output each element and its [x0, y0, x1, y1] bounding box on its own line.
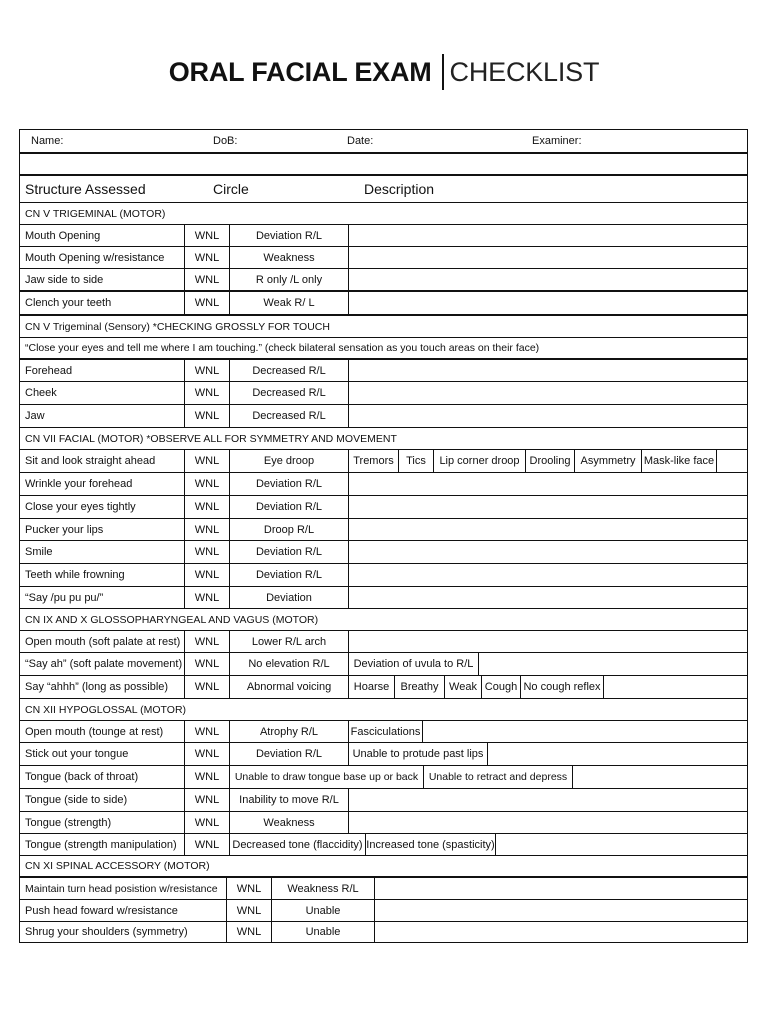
wnl-option[interactable]: WNL — [184, 541, 229, 563]
wnl-option[interactable]: WNL — [184, 382, 229, 404]
wnl-option[interactable]: WNL — [184, 473, 229, 495]
section-cn9-10: CN IX AND X GLOSSOPHARYNGEAL AND VAGUS (MOTOR) — [25, 613, 319, 626]
extra-option[interactable]: Tics — [398, 450, 433, 472]
wnl-option[interactable]: WNL — [184, 587, 229, 608]
extra-option[interactable]: Hoarse — [348, 676, 394, 698]
section-header — [20, 856, 747, 878]
extra-option[interactable]: Cough — [481, 676, 520, 698]
wnl-option[interactable]: WNL — [184, 519, 229, 540]
wnl-option[interactable]: WNL — [184, 721, 229, 742]
description-cell[interactable] — [348, 541, 749, 563]
row-label: Forehead — [25, 364, 73, 377]
row-label: Say “ahhh” (long as possible) — [25, 681, 169, 693]
section-header — [20, 609, 747, 631]
extra-option[interactable]: Asymmetry — [574, 450, 641, 472]
date-field[interactable]: Date: — [347, 135, 374, 147]
abnormal-option[interactable]: Weakness — [229, 247, 348, 268]
abnormal-option[interactable]: Unable — [271, 922, 374, 942]
wnl-option[interactable]: WNL — [184, 405, 229, 427]
abnormal-option[interactable]: Weak R/ L — [229, 292, 348, 314]
table-row — [20, 812, 747, 834]
extra-option[interactable]: Unable to protude past lips — [348, 743, 488, 765]
table-row — [20, 405, 747, 428]
abnormal-option[interactable]: Weakness — [229, 812, 348, 833]
abnormal-option[interactable]: Decreased R/L — [229, 405, 348, 427]
abnormal-option[interactable]: Decreased R/L — [229, 360, 348, 381]
description-cell[interactable] — [348, 292, 749, 314]
extra-option[interactable]: Unable to retract and depress — [423, 766, 573, 788]
table-row — [20, 721, 747, 743]
row-label: Push head foward w/resistance — [25, 904, 178, 917]
section-cn5-sensory: CN V Trigeminal (Sensory) *CHECKING GROSSLY FOR TOUCH — [25, 320, 330, 333]
section-cn7: CN VII FACIAL (MOTOR) *OBSERVE ALL FOR SYMMETRY AND MOVEMENT — [25, 432, 397, 445]
extra-option[interactable]: Tremors — [348, 450, 398, 472]
row-label: Smile — [25, 546, 53, 558]
wnl-option[interactable]: WNL — [184, 496, 229, 518]
row-label: Open mouth (tounge at rest) — [25, 725, 164, 738]
table-row — [20, 631, 747, 653]
description-cell[interactable] — [374, 900, 749, 921]
table-row — [20, 878, 747, 900]
row-label: “Say ah” (soft palate movement) — [25, 658, 183, 670]
section-header — [20, 203, 747, 225]
extra-option[interactable]: Drooling — [525, 450, 574, 472]
row-label: Jaw — [25, 410, 45, 422]
table-row — [20, 360, 747, 382]
description-cell[interactable] — [348, 360, 749, 381]
row-label: Wrinkle your forehead — [25, 478, 133, 490]
dob-field[interactable]: DoB: — [213, 135, 238, 147]
instruction-row — [20, 338, 747, 360]
description-cell[interactable] — [348, 496, 749, 518]
row-label: Clench your teeth — [25, 297, 112, 309]
row-label: Maintain turn head posistion w/resistance — [25, 882, 218, 895]
table-row — [20, 789, 747, 812]
header-row — [20, 176, 747, 203]
wnl-option[interactable]: WNL — [184, 269, 229, 290]
abnormal-option[interactable]: Droop R/L — [229, 519, 348, 540]
checklist-table — [19, 129, 748, 943]
abnormal-option[interactable]: Eye droop — [229, 450, 348, 472]
description-cell[interactable] — [348, 519, 749, 540]
examiner-field[interactable]: Examiner: — [532, 135, 582, 147]
table-row — [20, 292, 747, 316]
row-label: Cheek — [25, 387, 57, 399]
wnl-option[interactable]: WNL — [184, 225, 229, 246]
description-cell[interactable] — [348, 405, 749, 427]
abnormal-option[interactable]: Deviation R/L — [229, 473, 348, 495]
extra-option[interactable]: Breathy — [394, 676, 444, 698]
header-circle: Circle — [213, 181, 249, 197]
wnl-option[interactable]: WNL — [184, 450, 229, 472]
table-row — [20, 541, 747, 564]
section-header — [20, 428, 747, 450]
abnormal-option[interactable]: No elevation R/L — [229, 653, 348, 675]
row-label: Jaw side to side — [25, 273, 104, 286]
row-label: Teeth while frowning — [25, 569, 125, 581]
row-label: Tongue (strength manipulation) — [25, 838, 177, 851]
abnormal-option[interactable]: Deviation — [229, 587, 348, 608]
title-divider — [442, 54, 444, 90]
table-row — [20, 496, 747, 519]
table-row — [20, 473, 747, 496]
abnormal-option[interactable]: Weakness R/L — [271, 878, 374, 899]
wnl-option[interactable]: WNL — [184, 247, 229, 268]
table-row — [20, 225, 747, 247]
table-row — [20, 743, 747, 766]
row-label: Tongue (side to side) — [25, 794, 128, 806]
description-cell[interactable] — [348, 247, 749, 268]
header-description: Description — [364, 181, 435, 197]
extra-option[interactable]: Lip corner droop — [433, 450, 525, 472]
section-header — [20, 699, 747, 721]
wnl-option[interactable]: WNL — [226, 878, 271, 899]
wnl-option[interactable]: WNL — [184, 676, 229, 698]
row-label: Tongue (back of throat) — [25, 771, 139, 783]
blank-row — [20, 154, 747, 176]
table-row — [20, 382, 747, 405]
wnl-option[interactable]: WNL — [226, 922, 271, 942]
extra-option[interactable]: Increased tone (spasticity) — [365, 834, 496, 855]
title-main: ORAL FACIAL EXAM — [168, 56, 432, 87]
row-label: Close your eyes tightly — [25, 501, 136, 513]
instruction-text: “Close your eyes and tell me where I am touching.” (check bilateral sensation as you touch areas on their face) — [25, 342, 540, 354]
abnormal-option[interactable]: Deviation R/L — [229, 225, 348, 246]
row-label: Open mouth (soft palate at rest) — [25, 635, 181, 648]
row-label: Pucker your lips — [25, 523, 104, 536]
description-cell[interactable] — [348, 631, 749, 652]
section-cn12: CN XII HYPOGLOSSAL (MOTOR) — [25, 703, 187, 716]
wnl-option[interactable]: WNL — [184, 360, 229, 381]
description-cell[interactable] — [348, 789, 749, 811]
row-label: Tongue (strength) — [25, 816, 112, 829]
table-row — [20, 519, 747, 541]
abnormal-option[interactable]: Deviation R/L — [229, 743, 348, 765]
wnl-option[interactable]: WNL — [184, 834, 229, 855]
wnl-option[interactable]: WNL — [184, 564, 229, 586]
table-row — [20, 564, 747, 587]
abnormal-option[interactable]: R only /L only — [229, 269, 348, 290]
row-label: Stick out your tongue — [25, 748, 129, 760]
extra-option[interactable]: No cough reflex — [520, 676, 604, 698]
wnl-option[interactable]: WNL — [184, 292, 229, 314]
description-cell[interactable] — [348, 587, 749, 608]
table-row — [20, 247, 747, 269]
row-label: “Say /pu pu pu/” — [25, 591, 104, 604]
wnl-option[interactable]: WNL — [184, 789, 229, 811]
abnormal-option[interactable]: Abnormal voicing — [229, 676, 348, 698]
section-cn5-motor: CN V TRIGEMINAL (MOTOR) — [25, 207, 166, 220]
description-cell[interactable] — [348, 382, 749, 404]
abnormal-option[interactable]: Inability to move R/L — [229, 789, 348, 811]
row-label: Mouth Opening — [25, 229, 101, 242]
extra-option[interactable]: Mask-like face — [641, 450, 717, 472]
table-row — [20, 269, 747, 292]
table-row — [20, 834, 747, 856]
description-cell[interactable] — [348, 269, 749, 290]
extra-option[interactable]: Deviation of uvula to R/L — [348, 653, 479, 675]
wnl-option[interactable]: WNL — [184, 812, 229, 833]
wnl-option[interactable]: WNL — [184, 743, 229, 765]
page-title — [0, 52, 768, 92]
title-sub: CHECKLIST — [449, 56, 600, 87]
table-row — [20, 653, 747, 676]
description-cell[interactable] — [374, 922, 749, 942]
abnormal-option[interactable]: Atrophy R/L — [229, 721, 348, 742]
description-cell[interactable] — [348, 812, 749, 833]
abnormal-option[interactable]: Lower R/L arch — [229, 631, 348, 652]
abnormal-option[interactable]: Decreased R/L — [229, 382, 348, 404]
wnl-option[interactable]: WNL — [184, 653, 229, 675]
section-header — [20, 316, 747, 338]
row-label: Shrug your shoulders (symmetry) — [25, 926, 188, 938]
wnl-option[interactable]: WNL — [184, 631, 229, 652]
abnormal-option[interactable]: Unable to draw tongue base up or back — [229, 766, 423, 788]
wnl-option[interactable]: WNL — [226, 900, 271, 921]
abnormal-option[interactable]: Deviation R/L — [229, 564, 348, 586]
abnormal-option[interactable]: Deviation R/L — [229, 496, 348, 518]
row-label: Sit and look straight ahead — [25, 455, 156, 467]
table-row — [20, 900, 747, 922]
description-cell[interactable] — [348, 225, 749, 246]
info-row — [20, 130, 747, 154]
extra-option[interactable]: Fasciculations — [348, 721, 423, 742]
table-row — [20, 450, 747, 473]
header-structure: Structure Assessed — [25, 181, 146, 197]
abnormal-option[interactable]: Unable — [271, 900, 374, 921]
abnormal-option[interactable]: Deviation R/L — [229, 541, 348, 563]
name-field[interactable]: Name: — [31, 135, 64, 147]
abnormal-option[interactable]: Decreased tone (flaccidity) — [229, 834, 365, 855]
table-row — [20, 766, 747, 789]
description-cell[interactable] — [348, 564, 749, 586]
extra-option[interactable]: Weak — [444, 676, 481, 698]
section-cn11: CN XI SPINAL ACCESSORY (MOTOR) — [25, 860, 210, 872]
table-row — [20, 676, 747, 699]
description-cell[interactable] — [348, 473, 749, 495]
table-row — [20, 922, 747, 942]
table-row — [20, 587, 747, 609]
description-cell[interactable] — [374, 878, 749, 899]
wnl-option[interactable]: WNL — [184, 766, 229, 788]
row-label: Mouth Opening w/resistance — [25, 251, 165, 264]
